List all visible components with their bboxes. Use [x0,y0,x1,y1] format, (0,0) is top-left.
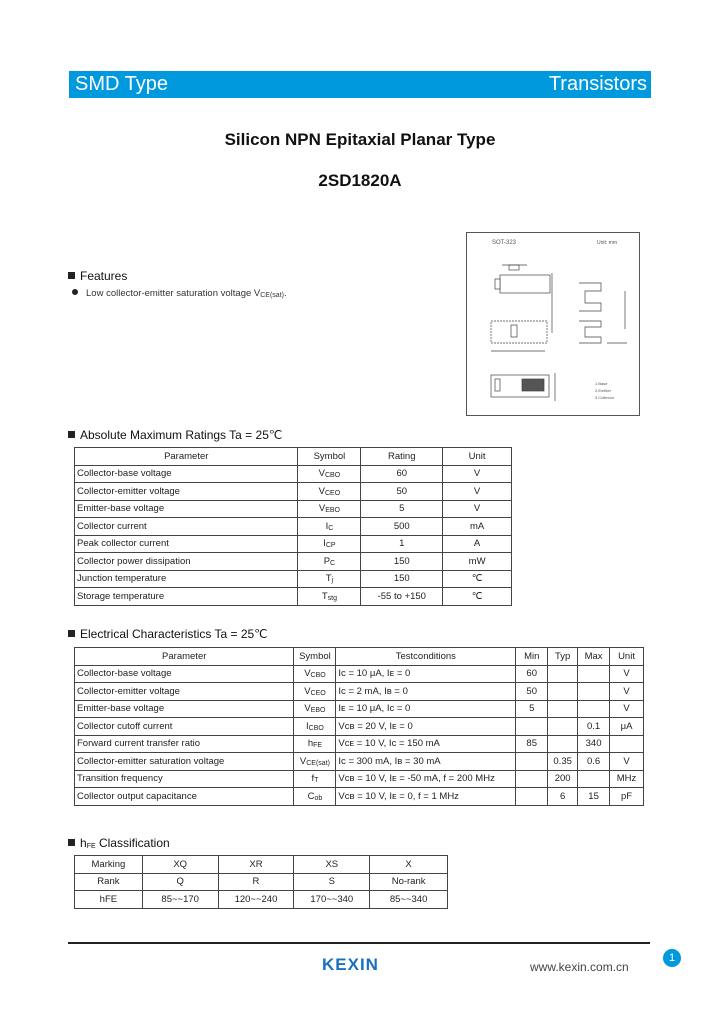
min-cell [516,718,548,736]
condition-cell: Vᴄʙ = 10 V, Iᴇ = 0, f = 1 MHz [336,788,516,806]
unit-cell: ℃ [443,570,512,588]
header-cell: Symbol [298,448,361,466]
table-row [75,665,644,683]
table-row [75,770,644,788]
row-label-cell: Rank [75,873,143,891]
max-cell: 340 [578,735,610,753]
value-cell: X [370,856,448,874]
value-cell: 85~~170 [142,891,218,909]
header-cell: Unit [610,648,644,666]
unit-cell: pF [610,788,644,806]
header-cell: Rating [361,448,443,466]
parameter-cell: Peak collector current [75,535,298,553]
table-row [75,500,512,518]
symbol-cell: PC [298,553,361,571]
symbol-cell: fT [294,770,336,788]
header-cell: Parameter [75,648,294,666]
table-header-row [75,648,644,666]
package-outline-diagram [467,233,639,415]
max-cell [578,665,610,683]
unit-cell: mA [443,518,512,536]
typ-cell [548,683,578,701]
max-cell: 0.1 [578,718,610,736]
pin-3-label: 3.Collector [595,395,615,400]
unit-label: Unit: mm [597,240,617,246]
header-cell: Symbol [294,648,336,666]
parameter-cell: Collector-emitter voltage [75,683,294,701]
bullet-square-icon [68,630,75,637]
table-row [75,700,644,718]
value-cell: No-rank [370,873,448,891]
table-header-row [75,448,512,466]
symbol-cell: VCE(sat) [294,753,336,771]
abs-max-heading: Absolute Maximum Ratings Ta = 25℃ [68,428,282,442]
header-cell: Parameter [75,448,298,466]
typ-cell: 6 [548,788,578,806]
header-cell: Min [516,648,548,666]
features-heading: Features [68,269,127,283]
table-row [75,856,448,874]
unit-cell: V [610,665,644,683]
min-cell [516,770,548,788]
abs-max-table [74,447,512,606]
parameter-cell: Collector-emitter voltage [75,483,298,501]
header-product-type: Transistors [548,73,647,95]
max-cell [578,770,610,788]
symbol-cell: VCBO [294,665,336,683]
parameter-cell: Junction temperature [75,570,298,588]
header-cell: Max [578,648,610,666]
unit-cell: V [443,500,512,518]
condition-cell: Iᴄ = 2 mA, Iʙ = 0 [336,683,516,701]
value-cell: S [294,873,370,891]
typ-cell: 200 [548,770,578,788]
symbol-cell: hFE [294,735,336,753]
rating-cell: 1 [361,535,443,553]
parameter-cell: Transition frequency [75,770,294,788]
unit-cell [610,735,644,753]
min-cell: 60 [516,665,548,683]
rating-cell: 60 [361,465,443,483]
electrical-table [74,647,644,806]
unit-cell: V [610,700,644,718]
table-row [75,873,448,891]
header-cell: Unit [443,448,512,466]
value-cell: XQ [142,856,218,874]
table-row [75,465,512,483]
min-cell [516,753,548,771]
parameter-cell: Collector-base voltage [75,465,298,483]
header-bar [69,71,651,98]
min-cell [516,788,548,806]
header-category: SMD Type [75,73,168,95]
value-cell: R [218,873,294,891]
min-cell: 5 [516,700,548,718]
symbol-cell: Tstg [298,588,361,606]
table-row [75,588,512,606]
symbol-cell: Cob [294,788,336,806]
unit-cell: ℃ [443,588,512,606]
table-row [75,683,644,701]
pin-1-label: 1.Base [595,381,608,386]
electrical-heading: Electrical Characteristics Ta = 25℃ [68,627,268,641]
unit-cell: V [610,683,644,701]
pin-2-label: 2.Emitter [595,388,612,393]
unit-cell: V [443,483,512,501]
parameter-cell: Collector-emitter saturation voltage [75,753,294,771]
table-row [75,718,644,736]
table-row [75,735,644,753]
rating-cell: -55 to +150 [361,588,443,606]
condition-cell: Vᴄᴇ = 10 V, Iᴄ = 150 mA [336,735,516,753]
rating-cell: 500 [361,518,443,536]
bullet-dot-icon [72,289,78,295]
value-cell: 85~~340 [370,891,448,909]
max-cell [578,683,610,701]
table-row [75,483,512,501]
rating-cell: 150 [361,570,443,588]
unit-cell: MHz [610,770,644,788]
header-cell: Testconditions [336,648,516,666]
unit-cell: mW [443,553,512,571]
value-cell: XR [218,856,294,874]
value-cell: Q [142,873,218,891]
value-cell: XS [294,856,370,874]
parameter-cell: Collector output capacitance [75,788,294,806]
typ-cell [548,735,578,753]
typ-cell: 0.35 [548,753,578,771]
symbol-cell: VCEO [294,683,336,701]
condition-cell: Iᴄ = 300 mA, Iʙ = 30 mA [336,753,516,771]
header-cell: Typ [548,648,578,666]
hfe-heading: hFE Classification [68,836,170,850]
website-text: www.kexin.com.cn [530,960,629,974]
parameter-cell: Collector-base voltage [75,665,294,683]
symbol-cell: IC [298,518,361,536]
document-title: Silicon NPN Epitaxial Planar Type [224,130,496,149]
table-row [75,570,512,588]
unit-cell: V [443,465,512,483]
rating-cell: 150 [361,553,443,571]
max-cell: 0.6 [578,753,610,771]
typ-cell [548,700,578,718]
bullet-square-icon [68,839,75,846]
symbol-cell: Tj [298,570,361,588]
max-cell: 15 [578,788,610,806]
footer-divider [68,942,650,944]
part-number: 2SD1820A [318,171,402,190]
parameter-cell: Collector current [75,518,298,536]
max-cell [578,700,610,718]
table-row [75,891,448,909]
symbol-cell: ICP [298,535,361,553]
package-drawing [466,232,640,416]
row-label-cell: hFE [75,891,143,909]
condition-cell: Vᴄʙ = 20 V, Iᴇ = 0 [336,718,516,736]
bullet-square-icon [68,272,75,279]
unit-cell: μA [610,718,644,736]
min-cell: 85 [516,735,548,753]
parameter-cell: Emitter-base voltage [75,500,298,518]
typ-cell [548,665,578,683]
typ-cell [548,718,578,736]
parameter-cell: Collector power dissipation [75,553,298,571]
table-row [75,535,512,553]
symbol-cell: VEBO [294,700,336,718]
parameter-cell: Storage temperature [75,588,298,606]
condition-cell: Vᴄʙ = 10 V, Iᴇ = -50 mA, f = 200 MHz [336,770,516,788]
hfe-classification-table [74,855,448,909]
parameter-cell: Collector cutoff current [75,718,294,736]
table-row [75,788,644,806]
table-row [75,518,512,536]
condition-cell: Iᴇ = 10 μA, Iᴄ = 0 [336,700,516,718]
symbol-cell: VEBO [298,500,361,518]
min-cell: 50 [516,683,548,701]
symbol-cell: VCEO [298,483,361,501]
rating-cell: 5 [361,500,443,518]
condition-cell: Iᴄ = 10 μA, Iᴇ = 0 [336,665,516,683]
table-row [75,553,512,571]
value-cell: 120~~240 [218,891,294,909]
rating-cell: 50 [361,483,443,501]
bullet-square-icon [68,431,75,438]
row-label-cell: Marking [75,856,143,874]
kexin-logo: KEXIN [322,955,379,974]
unit-cell: V [610,753,644,771]
package-name-label: SOT-323 [492,240,517,246]
parameter-cell: Emitter-base voltage [75,700,294,718]
table-row [75,753,644,771]
value-cell: 170~~340 [294,891,370,909]
symbol-cell: ICBO [294,718,336,736]
parameter-cell: Forward current transfer ratio [75,735,294,753]
symbol-cell: VCBO [298,465,361,483]
feature-item: Low collector-emitter saturation voltage VCE(sat). [72,288,287,299]
page-number-badge: 1 [663,949,681,967]
unit-cell: A [443,535,512,553]
